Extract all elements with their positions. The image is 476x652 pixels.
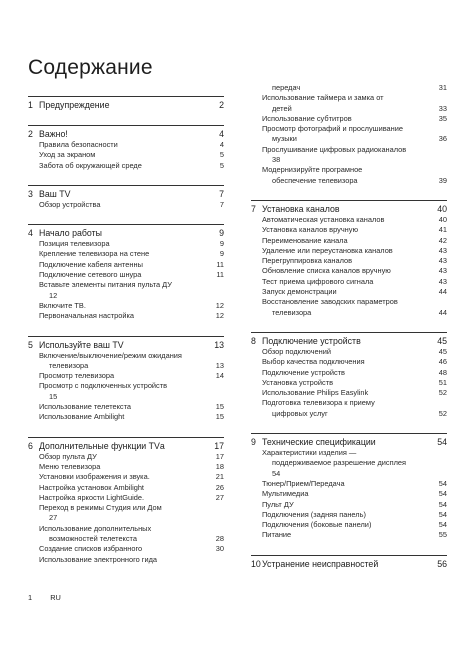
section-page: 56 <box>437 558 447 569</box>
entry-page: 7 <box>219 199 224 209</box>
entry-text: передач <box>272 83 301 92</box>
entry-page: 5 <box>219 160 224 170</box>
toc-entry[interactable] <box>28 249 224 259</box>
toc-entry[interactable] <box>251 145 447 155</box>
entry-text: Вставьте элементы питания пульта ДУ <box>39 280 172 290</box>
toc-entry[interactable] <box>28 140 224 150</box>
entry-page: 54 <box>438 499 447 509</box>
entry-page: 21 <box>215 472 224 482</box>
section-title: Предупреждение <box>39 100 110 110</box>
toc-entry[interactable] <box>251 236 447 246</box>
toc-entry[interactable] <box>251 277 447 287</box>
entry-text: Настройка установок Ambilight <box>39 482 144 492</box>
entry-page: 55 <box>438 530 447 540</box>
entry-page: 5 <box>219 150 224 160</box>
section-title: Установка каналов <box>262 203 340 214</box>
entry-text: Выбор качества подключения <box>262 357 365 367</box>
entry-page: 43 <box>438 245 447 255</box>
entry-page: 26 <box>215 482 224 492</box>
entry-text: Использование дополнительных <box>39 523 152 533</box>
toc-entry[interactable] <box>251 388 447 398</box>
toc-entry[interactable] <box>28 472 224 482</box>
entry-page: 35 <box>438 113 447 123</box>
entry-page: 48 <box>438 367 447 377</box>
entry-text: Переход в режимы Студия или Дом <box>39 503 162 513</box>
toc-entry[interactable] <box>28 544 224 554</box>
entry-text: 54 <box>272 468 281 478</box>
entry-page: 44 <box>438 307 447 317</box>
entry-text: телевизора <box>272 307 312 317</box>
entry-page: 9 <box>219 239 224 249</box>
toc-entry[interactable] <box>251 368 447 378</box>
entry-text: Использование Ambilight <box>39 412 125 422</box>
entry-text: Создание списков избранного <box>39 544 143 554</box>
entry-text: Крепление телевизора на стене <box>39 249 150 259</box>
toc-entry[interactable] <box>251 398 447 408</box>
entry-text: Первоначальная настройка <box>39 311 135 321</box>
section-title: Технические спецификации <box>262 437 376 448</box>
section-page: 45 <box>437 335 447 346</box>
section-page: 13 <box>214 339 224 350</box>
entry-page: 14 <box>215 371 224 381</box>
toc-entry[interactable] <box>251 378 447 388</box>
toc-entry[interactable] <box>28 351 224 361</box>
toc-entry[interactable] <box>251 297 447 307</box>
section-title: Важно! <box>39 129 68 139</box>
entry-page: 18 <box>215 461 224 471</box>
toc-entry[interactable] <box>28 270 224 280</box>
toc-entry[interactable] <box>28 503 224 513</box>
entry-text: Прослушивание цифровых радиоканалов <box>262 144 407 154</box>
entry-text: Пульт ДУ <box>262 499 294 509</box>
toc-entry[interactable] <box>251 104 447 114</box>
toc-section <box>28 185 224 210</box>
toc-entry[interactable] <box>251 256 447 266</box>
entry-page: 36 <box>438 134 447 144</box>
entry-page: 4 <box>219 140 224 149</box>
toc-section <box>251 433 447 541</box>
entry-page: 15 <box>215 412 224 422</box>
toc-section <box>28 125 224 171</box>
entry-text: Подготовка телевизора к приему <box>262 398 375 408</box>
entry-text: 12 <box>49 290 58 300</box>
toc-section <box>251 555 447 570</box>
toc-entry[interactable] <box>28 361 224 371</box>
toc-entry[interactable] <box>28 392 224 402</box>
toc-right-column <box>251 83 447 584</box>
toc-section-heading[interactable] <box>28 128 224 140</box>
page-title: Содержание <box>28 56 153 79</box>
entry-page: 44 <box>438 287 447 297</box>
toc-entry[interactable] <box>28 150 224 160</box>
section-title: Ваш TV <box>39 188 71 199</box>
section-number: 8 <box>251 335 256 346</box>
entry-text: Запуск демонстрации <box>262 287 337 297</box>
entry-page: 43 <box>438 256 447 266</box>
entry-text: 15 <box>49 391 58 401</box>
entry-text: Просмотр с подключенных устройств <box>39 381 168 391</box>
page-footer <box>28 593 77 602</box>
entry-page: 28 <box>215 534 224 544</box>
entry-page: 54 <box>438 520 447 530</box>
section-page: 17 <box>214 440 224 451</box>
toc-entry[interactable] <box>28 452 224 462</box>
toc-entry[interactable] <box>251 469 447 479</box>
entry-page: 45 <box>438 346 447 356</box>
toc-entry[interactable] <box>251 165 447 175</box>
entry-text: Обзор пульта ДУ <box>39 451 97 461</box>
entry-text: Просмотр телевизора <box>39 371 115 381</box>
section-page: 9 <box>219 228 224 239</box>
entry-text: Тест приема цифрового сигнала <box>262 276 374 286</box>
toc-section-heading[interactable] <box>28 339 224 351</box>
toc-entry[interactable] <box>28 534 224 544</box>
toc-entry[interactable] <box>251 155 447 165</box>
entry-text: Позиция телевизора <box>39 239 110 249</box>
entry-text: Установка устройств <box>262 377 334 387</box>
toc-entry[interactable] <box>28 402 224 412</box>
toc-entry[interactable] <box>28 555 224 565</box>
entry-text: Питание <box>262 530 292 540</box>
entry-text: Забота об окружающей среде <box>39 160 142 170</box>
toc-entry[interactable] <box>251 448 447 458</box>
entry-text: Переименование канала <box>262 235 348 245</box>
toc-entry[interactable] <box>251 114 447 124</box>
toc-section-heading[interactable] <box>28 188 224 200</box>
toc-entry[interactable] <box>251 500 447 510</box>
entry-page: 31 <box>438 83 447 92</box>
toc-entry[interactable] <box>251 530 447 540</box>
section-number: 6 <box>28 440 33 451</box>
entry-text: Использование Philips Easylink <box>262 388 369 398</box>
toc-entry[interactable] <box>251 176 447 186</box>
section-number: 7 <box>251 203 256 214</box>
toc-entry[interactable] <box>28 260 224 270</box>
entry-page: 54 <box>438 489 447 499</box>
entry-text: Удаление или переустановка каналов <box>262 245 393 255</box>
entry-text: Подключение сетевого шнура <box>39 270 142 280</box>
entry-text: Тюнер/Прием/Передача <box>262 478 345 488</box>
entry-page: 52 <box>438 408 447 418</box>
entry-text: Автоматическая установка каналов <box>262 214 385 224</box>
toc-entry[interactable] <box>251 287 447 297</box>
section-title: Подключение устройств <box>262 335 361 346</box>
entry-page: 43 <box>438 266 447 276</box>
toc-section <box>251 83 447 186</box>
entry-text: телевизора <box>49 360 89 370</box>
entry-page: 42 <box>438 235 447 245</box>
entry-page: 43 <box>438 276 447 286</box>
toc-entry[interactable] <box>251 520 447 530</box>
entry-text: Включение/выключение/режим ожидания <box>39 350 182 360</box>
entry-text: Перегруппировка каналов <box>262 256 353 266</box>
toc-section-heading[interactable] <box>28 227 224 239</box>
entry-text: Включите ТВ. <box>39 300 86 310</box>
entry-text: Использование субтитров <box>262 113 352 123</box>
toc-section-heading[interactable] <box>251 203 447 215</box>
toc-entry[interactable] <box>251 215 447 225</box>
toc-entry[interactable] <box>251 266 447 276</box>
entry-text: Установки изображения и звука. <box>39 472 150 482</box>
section-page: 7 <box>219 188 224 199</box>
section-number: 5 <box>28 339 33 350</box>
toc-left-column <box>28 96 224 579</box>
toc-entry[interactable] <box>251 308 447 318</box>
section-number: 4 <box>28 228 33 239</box>
toc-section <box>251 332 447 419</box>
toc-entry[interactable] <box>251 347 447 357</box>
page-number: 1 <box>28 593 33 602</box>
entry-text: Подключение кабеля антенны <box>39 259 143 269</box>
toc-entry[interactable] <box>28 280 224 290</box>
toc-section-heading[interactable] <box>251 335 447 347</box>
toc-entry[interactable] <box>28 381 224 391</box>
toc-entry[interactable] <box>28 301 224 311</box>
toc-entry[interactable] <box>251 409 447 419</box>
entry-page: 52 <box>438 388 447 398</box>
entry-text: Правила безопасности <box>39 140 118 149</box>
toc-entry[interactable] <box>28 371 224 381</box>
section-page: 54 <box>437 437 447 448</box>
toc-entry[interactable] <box>251 225 447 235</box>
toc-entry[interactable] <box>28 493 224 503</box>
toc-entry[interactable] <box>28 311 224 321</box>
toc-entry[interactable] <box>251 510 447 520</box>
entry-page: 17 <box>215 451 224 461</box>
section-page: 40 <box>437 203 447 214</box>
entry-text: Подключения (боковые панели) <box>262 520 372 530</box>
entry-page: 33 <box>438 103 447 113</box>
entry-page: 54 <box>438 509 447 519</box>
toc-entry[interactable] <box>28 200 224 210</box>
entry-text: Подключения (задняя панель) <box>262 509 366 519</box>
toc-entry[interactable] <box>251 93 447 103</box>
entry-text: детей <box>272 103 292 113</box>
entry-text: Настройка яркости LightGuide. <box>39 492 145 502</box>
toc-entry[interactable] <box>28 239 224 249</box>
entry-text: Подключение устройств <box>262 367 345 377</box>
entry-page: 15 <box>215 402 224 412</box>
entry-text: возможностей телетекста <box>49 534 137 544</box>
entry-text: Обновление списка каналов вручную <box>262 266 391 276</box>
section-number: 9 <box>251 437 256 448</box>
toc-entry[interactable] <box>251 489 447 499</box>
toc-section-heading[interactable] <box>251 558 447 570</box>
section-number: 2 <box>28 129 33 139</box>
toc-section <box>28 96 224 111</box>
entry-page: 40 <box>438 214 447 224</box>
entry-page: 11 <box>216 259 224 269</box>
toc-entry[interactable] <box>251 134 447 144</box>
section-title: Дополнительные функции TVа <box>39 440 165 451</box>
entry-text: цифровых услуг <box>272 408 328 418</box>
toc-section <box>28 437 224 565</box>
entry-text: Модернизируйте програмное <box>262 165 363 175</box>
toc-section <box>28 336 224 423</box>
entry-text: обеспечение телевизора <box>272 175 358 185</box>
toc-entry[interactable] <box>28 412 224 422</box>
toc-section-heading[interactable] <box>251 436 447 448</box>
toc-section-heading[interactable] <box>28 440 224 452</box>
entry-page: 30 <box>215 544 224 554</box>
section-page: 2 <box>219 100 224 110</box>
section-title: Устранение неисправностей <box>262 558 379 569</box>
toc-entry[interactable] <box>251 357 447 367</box>
entry-page: 41 <box>438 225 447 235</box>
entry-text: Обзор подключений <box>262 346 331 356</box>
entry-page: 54 <box>438 478 447 488</box>
toc-entry[interactable] <box>28 291 224 301</box>
toc-entry[interactable] <box>251 479 447 489</box>
entry-text: Восстановление заводских параметров <box>262 297 398 307</box>
entry-page: 51 <box>438 377 447 387</box>
toc-entry[interactable] <box>251 458 447 468</box>
toc-section <box>251 200 447 318</box>
entry-page: 39 <box>438 175 447 185</box>
entry-text: Установка каналов вручную <box>262 225 358 235</box>
entry-page: 12 <box>215 300 224 310</box>
section-number: 3 <box>28 188 33 199</box>
toc-entry[interactable] <box>28 513 224 523</box>
entry-text: Просмотр фотографий и прослушивание <box>262 124 403 134</box>
entry-page: 12 <box>215 311 224 321</box>
entry-page: 11 <box>216 270 224 280</box>
toc-entry[interactable] <box>28 161 224 171</box>
section-title: Начало работы <box>39 228 102 239</box>
toc-entry[interactable] <box>28 524 224 534</box>
section-page: 4 <box>219 129 224 139</box>
toc-section <box>28 224 224 321</box>
entry-text: поддерживаемое разрешение дисплея <box>272 458 407 468</box>
toc-entry[interactable] <box>251 124 447 134</box>
toc-entry[interactable] <box>251 83 447 93</box>
entry-text: 38 <box>272 155 281 165</box>
entry-text: Обзор устройства <box>39 199 101 209</box>
toc-entry[interactable] <box>28 483 224 493</box>
toc-section-heading[interactable] <box>28 99 224 111</box>
entry-text: Меню телевизора <box>39 461 101 471</box>
entry-text: Использование телетекста <box>39 402 132 412</box>
entry-page: 13 <box>215 360 224 370</box>
language-code: RU <box>50 593 61 602</box>
entry-text: Использование электронного гида <box>39 554 158 564</box>
toc-entry[interactable] <box>251 246 447 256</box>
section-number: 10 <box>251 558 261 569</box>
entry-page: 27 <box>215 492 224 502</box>
entry-page: 46 <box>438 357 447 367</box>
section-title: Используйте ваш TV <box>39 339 124 350</box>
entry-text: 27 <box>49 513 58 523</box>
toc-entry[interactable] <box>28 462 224 472</box>
entry-text: Уход за экраном <box>39 150 96 160</box>
entry-text: Мультимедиа <box>262 489 309 499</box>
section-number: 1 <box>28 100 33 110</box>
entry-text: Характеристики изделия — <box>262 448 357 458</box>
entry-text: Использование таймера и замка от <box>262 93 384 103</box>
entry-text: музыки <box>272 134 297 144</box>
entry-page: 9 <box>219 249 224 259</box>
